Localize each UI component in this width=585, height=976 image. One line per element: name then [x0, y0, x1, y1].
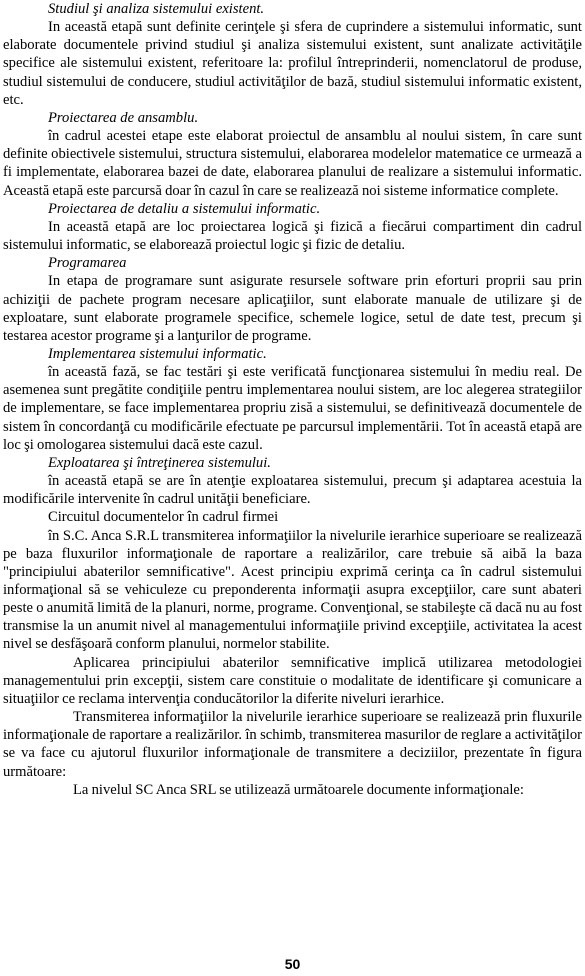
section-heading-implementation: Implementarea sistemului informatic.: [48, 345, 267, 362]
section-heading-programming: Programarea: [48, 255, 127, 272]
paragraph-programming: In etapa de programare sunt asigurate resursele software prin eforturi proprii sau prin achiziţii de pachete program necesare aplicaţiilor, sunt elaborate manuale de utilizare şi de exploatare, sunt elaborate programele specifice, schemele logice, setul de date test, precum şi testarea acestor programe şi a lanţurilor de programe.: [3, 273, 582, 344]
paragraph-detailed-design: In această etapă are loc proiectarea logică şi fizică a fiecărui compartiment din cadrul sistemului informatic, se elaborează proiectul logic şi fizic de detaliu.: [3, 218, 582, 254]
section-heading-document-flow: Circuitul documentelor în cadrul firmei: [48, 509, 279, 526]
section-heading-study: Studiul şi analiza sistemului existent.: [48, 1, 265, 17]
page-body: [3, 0, 582, 799]
section-heading-detailed-design: Proiectarea de detaliu a sistemului informatic.: [48, 200, 321, 217]
paragraph-exceptions-principle: Aplicarea principiului abaterilor semnificative implică utilizarea metodologiei managementului prin excepţii, sistem care constituie o modalitate de identificare şi comunicare a situaţiilor ce reclama intervenţia conducătorilor la diferite niveluri ierarhice.: [3, 654, 582, 707]
paragraph-document-flow: în S.C. Anca S.R.L transmiterea informaţiilor la nivelurile ierarhice superioare se realizează pe baza fluxurilor informaţionale de raportare a realizărilor, care trebuie să aibă la baza "principiului abaterilor semnificative". Acest principiu exprimă cerinţa ca în cadrul sistemului informaţional să se vehiculeze cu preponderenta informaţii asupra excepţiilor, care sunt abateri peste o anumită limită de la planuri, norme, programe. Convenţional, se stabileşte că dacă nu au fost transmise la un anumit nivel al managementului informaţiile privind excepţiile, activitatea la acest nivel se desfăşoară conform planului, normelor stabilite.: [3, 527, 582, 653]
paragraph-documents-intro: La nivelul SC Anca SRL se utilizează următoarele documente informaţionale:: [73, 781, 524, 798]
paragraph-study: In această etapă sunt definite cerinţele şi sfera de cuprindere a sistemului informatic, sunt elaborate documentele privind studiul şi analiza sistemului existent, sunt analizate activităţile specifice ale sistemului existent, referitoare la: profilul întreprinderii, nomenclatorul de produse, studiul sistemului de conducere, studiul activităţilor de bază, studiul sistemului informatic existent, etc.: [3, 19, 582, 108]
paragraph-operation: în această etapă se are în atenţie exploatarea sistemului, precum şi adaptarea acestuia la modificările intervenite în cadrul unităţii beneficiare.: [3, 473, 582, 508]
paragraph-overall-design: în cadrul acestei etape este elaborat proiectul de ansamblu al noului sistem, în care sunt definite obiectivele sistemului, structura sistemului, elaborarea modelelor matematice ce urmează a fi implementate, elaborarea bazei de date, elaborarea planului de realizare a sistemului informatic. Această etapă este parcursă doar în cazul în care se realizează noi sisteme informatice complete.: [3, 128, 582, 199]
paragraph-implementation: în această fază, se fac testări şi este verificată funcţionarea sistemului în mediu real. De asemenea sunt pregătite condiţiile pentru implementarea noului sistem, are loc alegerea strategiilor de implementare, se face implementarea propriu zisă a sistemului, se definitivează documentele de sistem în concordanţă cu modificările efectuate pe parcursul implementării. Tot în această etapă are loc şi omologarea sistemului dacă este cazul.: [3, 364, 582, 453]
page-number: 50: [284, 956, 301, 972]
section-heading-operation: Exploatarea şi întreţinerea sistemului.: [48, 454, 271, 471]
section-heading-overall-design: Proiectarea de ansamblu.: [48, 109, 199, 126]
paragraph-information-flows: Transmiterea informaţiilor la nivelurile ierarhice superioare se realizează prin fluxurile informaţionale de raportare a realizărilor. în schimb, transmiterea masurilor de reglare a activităţilor se va face cu ajutorul fluxurilor informaţionale de transmitere a deciziilor, prezentate în figura următoare:: [3, 709, 582, 780]
